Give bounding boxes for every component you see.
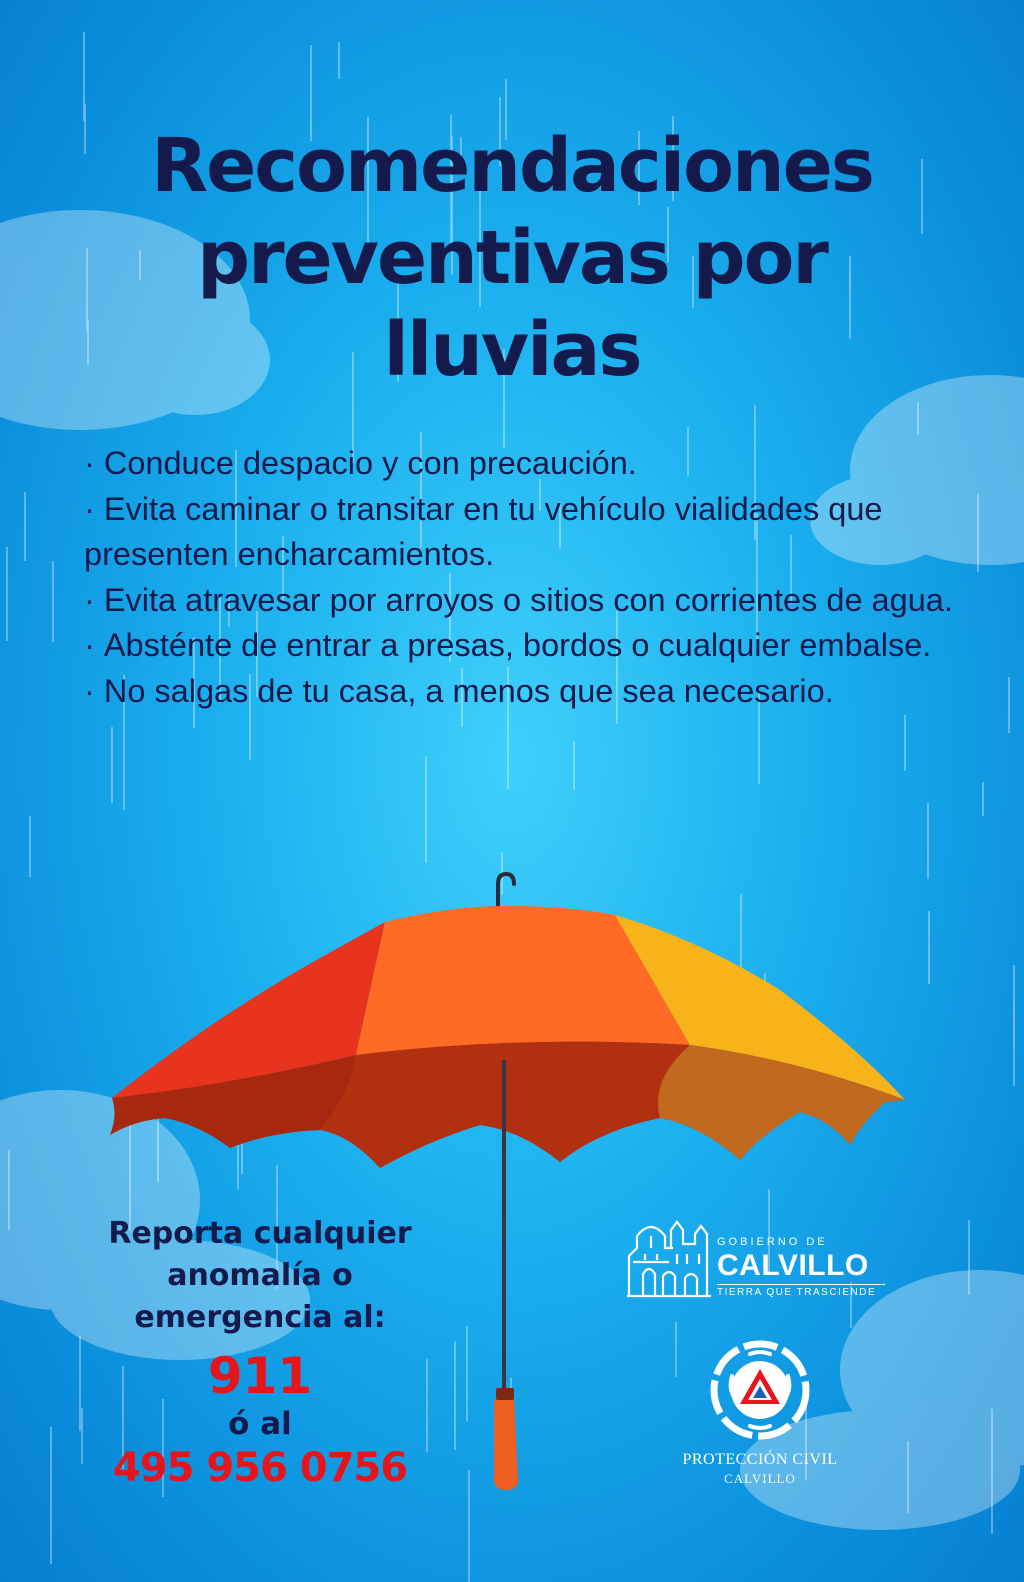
gov-logo-text (717, 1236, 885, 1299)
title-line: lluvias (383, 307, 641, 393)
list-item: · Evita caminar o transitar en tu vehículo vialidades que presenten encharcamientos. (84, 487, 974, 578)
gov-logo-prefix: GOBIERNO DE (717, 1236, 828, 1248)
title-line: Recomendaciones (151, 123, 873, 209)
proteccion-civil-logo (660, 1340, 860, 1500)
gobierno-calvillo-logo (625, 1214, 895, 1304)
report-text-line: anomalía o (167, 1258, 353, 1293)
civil-protection-emblem-icon (710, 1340, 810, 1440)
report-text-line: emergencia al: (134, 1300, 386, 1335)
gov-logo-tagline: TIERRA QUE TRASCIENDE (717, 1287, 877, 1298)
gov-logo-name: CALVILLO (717, 1249, 869, 1282)
list-item: · No salgas de tu casa, a menos que sea necesario. (84, 669, 974, 715)
list-item: · Conduce despacio y con precaución. (84, 441, 974, 487)
emergency-number: 911 (207, 1347, 313, 1405)
alternate-phone-number: 495 956 0756 (112, 1445, 408, 1491)
report-text-line: Reporta cualquier (108, 1216, 412, 1251)
pc-logo-name: PROTECCIÓN CIVIL (682, 1451, 838, 1468)
church-icon (625, 1214, 715, 1304)
pc-logo-sub: CALVILLO (724, 1471, 796, 1486)
divider (717, 1284, 885, 1285)
title-line: preventivas por (197, 215, 827, 301)
list-item: · Absténte de entrar a presas, bordos o cualquier embalse. (84, 623, 974, 669)
phone-connector: ó al (228, 1406, 292, 1442)
report-section (70, 1213, 450, 1493)
list-item: · Evita atravesar por arroyos o sitios con corrientes de agua. (84, 578, 974, 624)
